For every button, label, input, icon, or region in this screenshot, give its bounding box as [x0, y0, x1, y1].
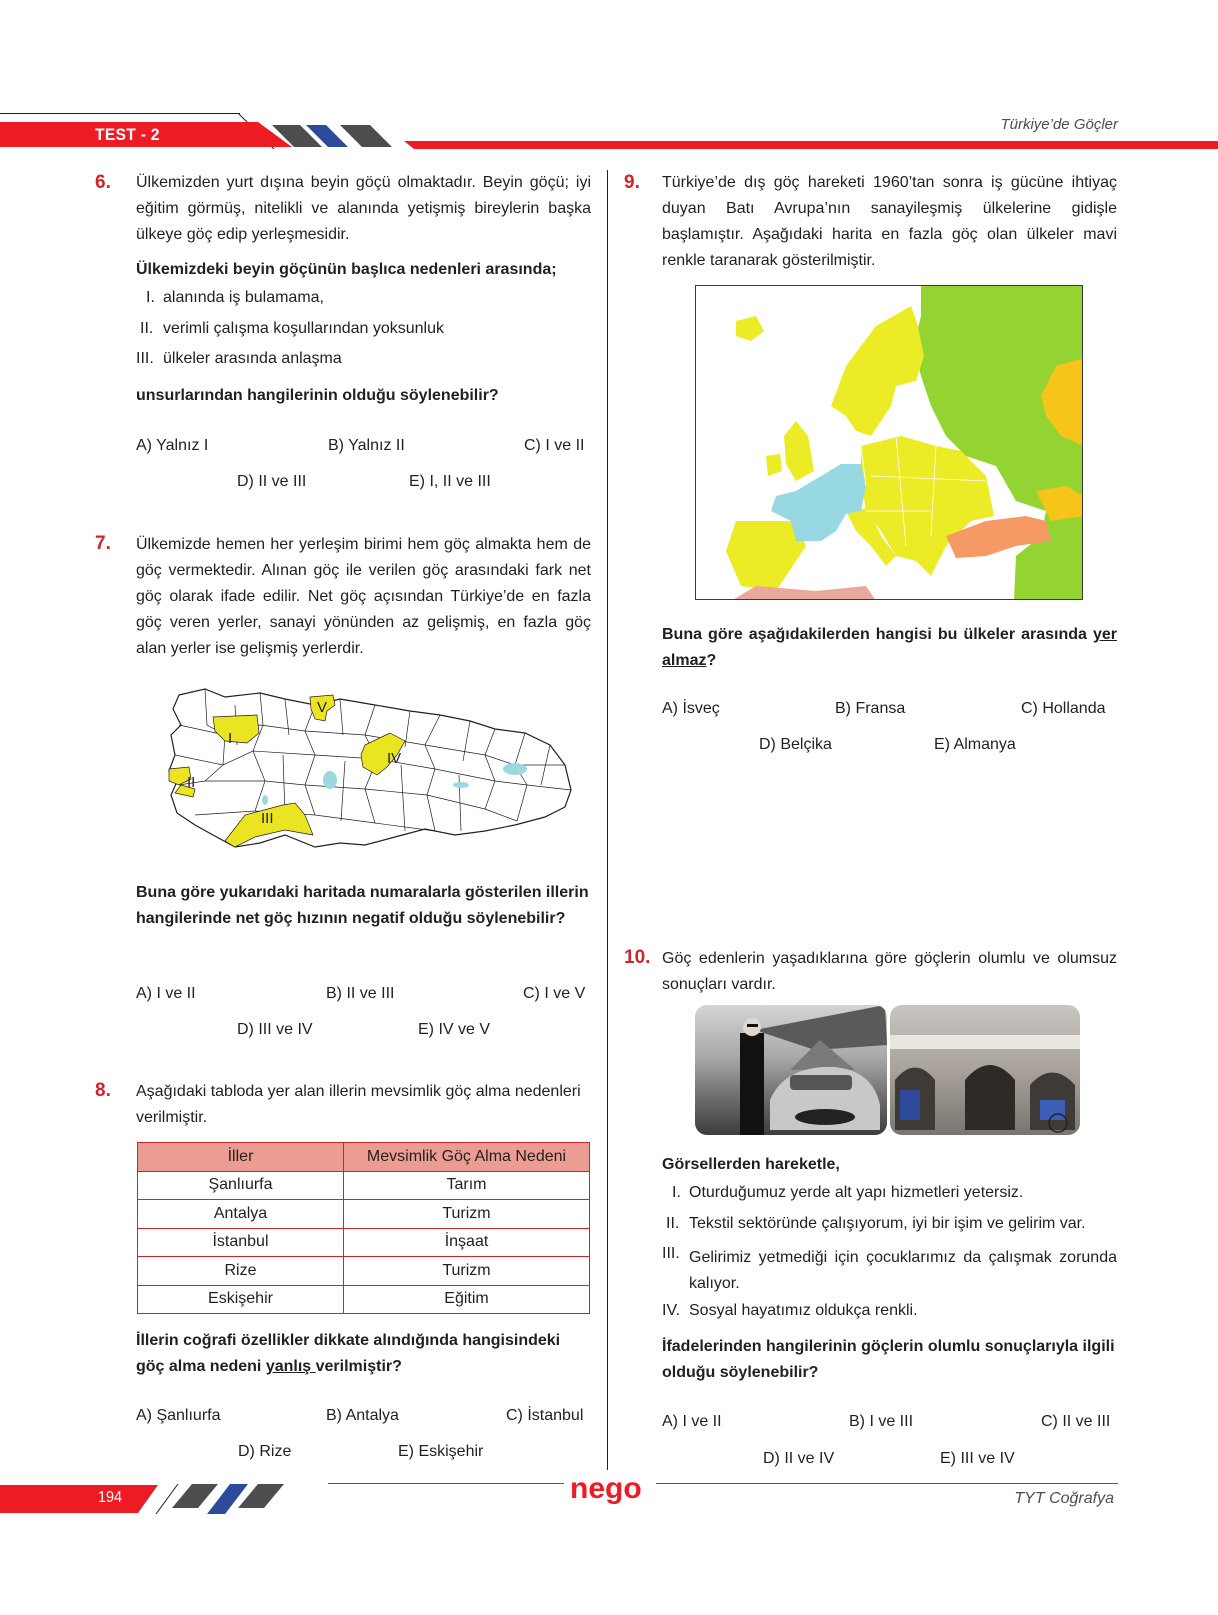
page-number: 194 — [98, 1489, 123, 1506]
header-stripes-decoration — [262, 125, 432, 147]
statement-text: verimli çalışma koşullarından yoksunluk — [163, 320, 444, 337]
reason-cell: İnşaat — [344, 1228, 590, 1257]
question-stem: Türkiye’de dış göç hareketi 1960’tan sonra iş gücüne ihtiyaç duyan Batı Avrupa’nın sanayileşmiş ülkelerine gidişle başlamıştır. Aşağıdaki harita en fazla göç olan ülkeler mavi renkle taranarak gösterilmiştir. — [662, 174, 1117, 269]
statement-roman: I. — [146, 289, 155, 306]
column-header: Mevsimlik Göç Alma Nedeni — [344, 1143, 590, 1172]
table-row — [138, 1228, 590, 1257]
table-row — [138, 1257, 590, 1286]
city-cell: Antalya — [138, 1200, 344, 1229]
turkey-provinces-map — [165, 685, 577, 855]
question-number: 8. — [95, 1080, 111, 1101]
city-cell: Eskişehir — [138, 1285, 344, 1314]
statement-roman: III. — [662, 1245, 680, 1262]
option-b[interactable]: B) Fransa — [835, 700, 906, 717]
question-number: 7. — [95, 533, 111, 554]
option-e[interactable]: E) IV ve V — [418, 1021, 491, 1038]
statement-roman: IV. — [662, 1302, 681, 1319]
page-number-banner — [0, 1485, 158, 1513]
region-north-africa — [731, 586, 876, 600]
statement-roman: II. — [140, 320, 154, 337]
option-a[interactable]: A) I ve II — [662, 1413, 722, 1430]
option-e[interactable]: E) Almanya — [934, 736, 1016, 753]
question-prompt: Buna göre yukarıdaki haritada numaralarla gösterilen illerin hangilerinde net göç hızının negatif olduğu söylenebilir? — [136, 884, 589, 927]
statement-roman: I. — [672, 1184, 681, 1201]
statement-text: Sosyal hayatımız oldukça renkli. — [689, 1302, 918, 1319]
region-uk — [766, 421, 814, 481]
test-label: TEST - 2 — [95, 125, 160, 144]
option-c[interactable]: C) I ve II — [524, 437, 585, 454]
table-header-row — [138, 1143, 590, 1172]
option-b[interactable]: B) Yalnız II — [328, 437, 405, 454]
option-b[interactable]: B) Antalya — [326, 1407, 399, 1424]
statement-text: ülkeler arasında anlaşma — [163, 350, 342, 367]
footer-rule-right — [656, 1483, 1118, 1484]
region-iceland — [736, 316, 764, 341]
option-d[interactable]: D) Rize — [238, 1443, 292, 1460]
option-e[interactable]: E) III ve IV — [940, 1450, 1015, 1467]
prompt-text: ? — [706, 652, 717, 669]
publisher-logo — [566, 1470, 652, 1508]
map-label-v: V — [317, 699, 328, 716]
map-label-ii: II — [187, 774, 196, 791]
option-a[interactable]: A) I ve II — [136, 985, 196, 1002]
option-e[interactable]: E) I, II ve III — [409, 473, 491, 490]
migration-reasons-table — [137, 1142, 590, 1314]
book-title: TYT Coğrafya — [1014, 1490, 1114, 1507]
option-a[interactable]: A) Yalnız I — [136, 437, 209, 454]
table-row — [138, 1285, 590, 1314]
prompt-emphasis: yer almaz — [662, 626, 1117, 669]
prompt-emphasis: yanlış — [265, 1358, 316, 1375]
question-lead: Görsellerden hareketle, — [662, 1156, 840, 1173]
question-prompt — [136, 1328, 591, 1380]
header-red-bar — [404, 141, 1218, 149]
city-cell: Şanlıurfa — [138, 1171, 344, 1200]
question-stem: Ülkemizden yurt dışına beyin göçü olmaktadır. Beyin göçü; iyi eğitim görmüş, nitelikli ve alanında yetişmiş bireylerin başka ülkeye göç edip yerleşmesidir. — [136, 174, 591, 243]
question-number: 6. — [95, 172, 111, 193]
column-divider — [607, 170, 608, 1470]
question-number: 10. — [624, 947, 651, 968]
question-prompt: İfadelerinden hangilerinin göçlerin olumlu sonuçlarıyla ilgili olduğu söylenebilir? — [662, 1338, 1115, 1381]
statement-roman: III. — [136, 350, 154, 367]
reason-cell: Tarım — [344, 1171, 590, 1200]
map-label-iii: III — [261, 810, 274, 827]
option-d[interactable]: D) II ve IV — [763, 1450, 835, 1467]
statement-text: alanında iş bulamama, — [163, 289, 324, 306]
europe-map-graphic — [696, 286, 1083, 600]
reason-cell: Eğitim — [344, 1285, 590, 1314]
photo-businessman-with-car — [695, 1005, 887, 1135]
prompt-text: verilmiştir? — [315, 1358, 402, 1375]
option-d[interactable]: D) III ve IV — [237, 1021, 313, 1038]
statement-text: Oturduğumuz yerde alt yapı hizmetleri yetersiz. — [689, 1184, 1024, 1201]
question-stem: Aşağıdaki tabloda yer alan illerin mevsimlik göç alma nedenleri verilmiştir. — [136, 1083, 581, 1126]
map-label-iv: IV — [387, 750, 402, 767]
option-e[interactable]: E) Eskişehir — [398, 1443, 484, 1460]
question-stem: Ülkemizde hemen her yerleşim birimi hem göç almakta hem de göç vermektedir. Alınan göç ile verilen göç arasındaki fark net göç olarak ifade edilir. Net göç açısından Türkiye’de en fazla göç veren yerler, sanayi yönünden az gelişmiş, en fazla göç alan yerler ise gelişmiş yerlerdir. — [136, 536, 591, 657]
question-stem: Göç edenlerin yaşadıklarına göre göçlerin olumlu ve olumsuz sonuçları vardır. — [662, 950, 1117, 993]
map-label-i: I — [228, 730, 233, 747]
option-c[interactable]: C) Hollanda — [1021, 700, 1106, 717]
city-cell: Rize — [138, 1257, 344, 1286]
city-cell: İstanbul — [138, 1228, 344, 1257]
table-row — [138, 1171, 590, 1200]
reason-cell: Turizm — [344, 1200, 590, 1229]
region-scandinavia — [831, 306, 924, 436]
footer-stripes-decoration — [140, 1484, 340, 1514]
publisher-logo-text: nego — [570, 1472, 642, 1505]
header-rule — [0, 113, 240, 114]
table-row — [138, 1200, 590, 1229]
option-a[interactable]: A) Şanlıurfa — [136, 1407, 221, 1424]
option-d[interactable]: D) Belçika — [759, 736, 832, 753]
prompt-text: İllerin coğrafi özellikler dikkate alındığında hangisindeki göç alma nedeni — [136, 1332, 561, 1375]
statement-text: Tekstil sektöründe çalışıyorum, iyi bir işim ve gelirim var. — [689, 1215, 1086, 1232]
statement-text: Gelirimiz yetmediği için çocuklarımız da çalışmak zorunda kalıyor. — [689, 1249, 1117, 1292]
option-b[interactable]: B) II ve III — [326, 985, 395, 1002]
statement-roman: II. — [666, 1215, 680, 1232]
europe-migration-map — [695, 285, 1083, 600]
photo-poor-neighborhood — [890, 1005, 1080, 1135]
option-a[interactable]: A) İsveç — [662, 700, 720, 717]
question-prompt: unsurlarından hangilerinin olduğu söylenebilir? — [136, 387, 499, 404]
option-c[interactable]: C) II ve III — [1041, 1413, 1111, 1430]
option-d[interactable]: D) II ve III — [237, 473, 307, 490]
question-prompt — [662, 622, 1117, 674]
reason-cell: Turizm — [344, 1257, 590, 1286]
option-c[interactable]: C) I ve V — [523, 985, 586, 1002]
question-lead: Ülkemizdeki beyin göçünün başlıca nedenleri arasında; — [136, 261, 557, 278]
prompt-text: Buna göre aşağıdakilerden hangisi bu ülkeler arasında — [662, 626, 1093, 643]
question-number: 9. — [624, 172, 640, 193]
section-title: Türkiye’de Göçler — [1000, 116, 1118, 133]
footer-rule-left — [328, 1483, 564, 1484]
option-b[interactable]: B) I ve III — [849, 1413, 914, 1430]
column-header: İller — [138, 1143, 344, 1172]
option-c[interactable]: C) İstanbul — [506, 1407, 584, 1424]
